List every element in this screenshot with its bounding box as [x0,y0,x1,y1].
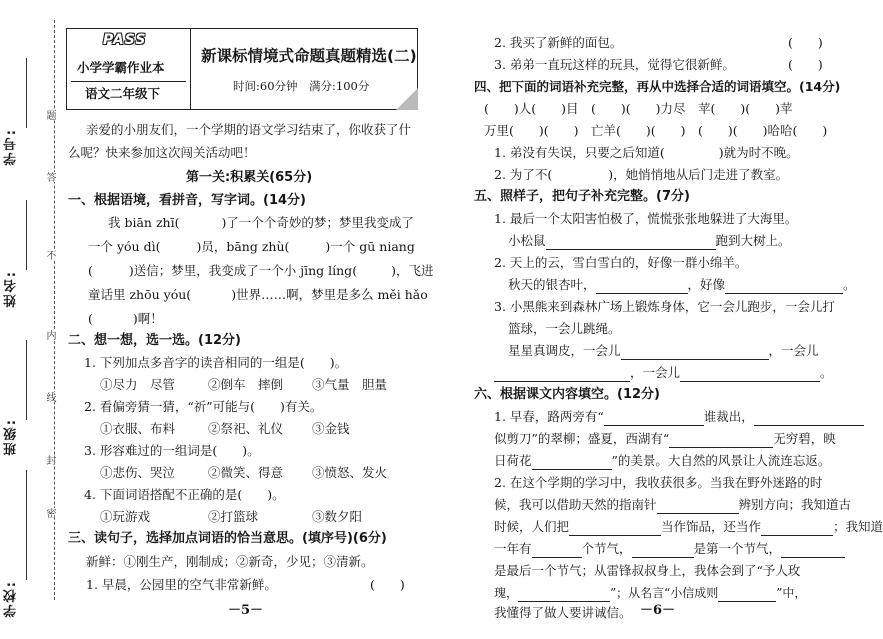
q2-item-1-option[interactable]: ②倒车 摔倒 [208,377,284,392]
q2-item-4-option[interactable]: ①玩游戏 [100,509,151,524]
q2-item-2-option[interactable]: ①衣服、布料 [100,421,176,436]
q6-item-1-cont [494,430,836,448]
school-label: 学校: [4,580,19,618]
student-id-line [26,58,27,128]
worksheet-header [66,28,418,110]
q6-text: ”中， [776,586,807,600]
answer-line[interactable] [569,522,661,536]
q2-item-2: 2. 看偏旁猜一猜，“祈”可能与( )有关。 [84,399,323,414]
q1-text: )，飞进 [391,263,434,278]
q2-item-4: 4. 下面词语搭配不正确的是( )。 [84,487,285,502]
student-id-label: 学号: [4,128,19,166]
exam-meta: 时间:60分钟 满分:100分 [233,79,370,93]
answer-line[interactable] [621,346,769,360]
q6-item-2-line-5: 是最后一个节气；从雷锋叔叔身上，我体会到了“予人玫 [494,563,801,578]
q1-text: )了一个个奇妙的梦；梦里我变成了 [221,215,414,230]
q6-item-1-end [494,452,830,470]
q1-text: )送信；梦里，我变成了一个小 jīng líng( [128,263,358,278]
question-5-title: 五、照样子，把句子补充完整。(7分) [474,189,690,204]
answer-line[interactable] [761,522,833,536]
q1-text: 一个 yóu dì( [88,239,161,254]
page-number-right: －6－ [640,603,676,618]
answer-line[interactable] [546,236,716,250]
q5-example-1: 1. 最后一个太阳害怕极了，慌慌张张地躲进了大海里。 [494,211,798,226]
q2-item-1: 1. 下列加点多音字的读音相同的一组是( )。 [84,355,348,370]
q6-text: 是第一个节气， [693,541,782,556]
q4-words-row-2[interactable]: 万里( )( ) 亡羊( )( ) ( )( )哈哈( ) [484,123,828,138]
q5-answer-3 [508,342,819,360]
q6-text: ”；从名言“小信成则 [610,586,719,600]
answer-line[interactable] [669,434,773,448]
q1-text: 童话里 zhōu yóu( [88,287,192,302]
q3-item-1: 1. 早晨，公园里的空气非常新鲜。 [86,577,277,592]
pass-logo: PASS [103,32,147,48]
page-number-left: －5－ [228,603,264,618]
answer-line[interactable] [680,368,820,382]
name-label: 姓名: [4,270,19,308]
cut-char: 答 [44,172,55,182]
answer-line[interactable] [632,544,694,558]
q6-text: 一年有 [494,541,532,556]
answer-line[interactable] [494,368,630,382]
q1-text: 我 biān zhī( [108,215,180,230]
q4-text: )，她悄悄地从后门走进了教室。 [608,167,789,182]
q3-definitions: 新鲜：①刚生产，刚制成；②新奇，少见；③清新。 [86,554,374,569]
q5-text: 跑到大树上。 [715,233,791,248]
q6-text: 瑰， [494,586,519,600]
q5-answer-3-cont [494,364,833,382]
q6-text: 候，我可以借助天然的指南针 [494,497,657,512]
question-4-title: 四、把下面的词语补充完整，再从中选择合适的词语填空。(14分) [474,79,841,94]
answer-line[interactable] [532,544,582,558]
q2-item-1-option[interactable]: ③气量 胆量 [312,377,388,392]
q2-item-4-option[interactable]: ②打篮球 [208,509,259,524]
q4-text: 2. 为了不( [494,167,553,182]
q5-text: 。 [820,365,833,380]
question-1-title: 一、根据语境，看拼音，写字词。(14分) [68,193,306,208]
q6-item-2: 2. 在这个学期的学习中，我收获很多。当我在野外迷路的时 [494,475,823,490]
part-1-title: 第一关:积累关(65分) [186,170,313,185]
answer-line[interactable] [781,544,845,558]
q1-line-2 [88,238,415,256]
answer-line[interactable] [518,588,610,602]
q6-text: 日荷花 [494,453,532,468]
q6-text: 无穷碧，映 [773,431,836,446]
q4-words-row-1[interactable]: ( )人( )目 ( )( )力尽 苹( )( )苹 [484,101,793,116]
grade-label: 语文二年级下 [85,86,161,101]
q3-item-3: 3. 弟弟一直玩这样的玩具，觉得它很新鲜。 [494,57,735,72]
q1-text: )员，bāng zhù( [196,239,290,254]
cut-char: 内 [44,330,55,340]
answer-line[interactable] [718,588,776,602]
q5-example-2: 2. 天上的云，雪白雪白的，好像一群小绵羊。 [494,255,748,270]
q6-text: 谁裁出， [703,409,754,424]
q3-item-1-answer[interactable]: ( ) [370,577,405,592]
q1-text: )一个 gū niang [325,239,415,254]
school-line [26,470,27,580]
class-line [26,340,27,420]
q3-item-3-answer[interactable]: ( ) [788,57,823,72]
q6-text: 当作饰品，还当作 [661,519,762,534]
answer-line[interactable] [725,280,843,294]
q1-text: )世界……啊，梦里是多么 měi hǎo [231,287,428,302]
series-box [66,28,190,110]
answer-line[interactable] [532,456,612,470]
q6-item-2-line-4 [494,540,845,558]
cut-char: 封 [44,455,55,465]
q5-text: ，一会儿 [630,365,681,380]
intro-line-2: 么呢？快来参加这次闯关活动吧！ [68,145,256,160]
answer-line[interactable] [604,412,704,426]
q1-text: )啊！ [132,311,163,326]
q4-sentence-1 [494,144,799,162]
q2-item-1-option[interactable]: ①尽力 尽管 [100,377,176,392]
q5-text: 秋天的银杏叶， [508,277,596,292]
answer-line[interactable] [596,280,688,294]
q2-item-3: 3. 形容难过的一组词是( )。 [84,443,260,458]
q6-text: ；我知道 [833,519,883,534]
q5-example-3: 3. 小黑熊来到森林广场上锻炼身体，它一会儿跑步，一会儿打 [494,299,835,314]
q1-line-3 [88,262,433,280]
q1-line-4 [88,286,428,304]
q6-text: ”的美景。大自然的风景让人流连忘返。 [611,453,831,468]
intro-line-1: 亲爱的小朋友们，一个学期的语文学习结束了，你收获了什 [86,122,412,137]
q5-text: ，一会儿 [768,343,819,358]
q5-answer-1 [508,232,791,250]
question-3-title: 三、读句子，选择加点词语的恰当意思。(填序号)(6分) [68,531,387,546]
q6-item-1 [494,408,864,426]
q1-text: ( [88,311,93,326]
series-name: 小学学霸作业本 [77,60,165,75]
q5-text: ，好像 [687,277,726,292]
q2-item-3-option[interactable]: ②微笑、得意 [208,465,284,480]
cut-char: 密 [44,508,55,518]
q2-item-4-option[interactable]: ③数夕阳 [312,509,363,524]
answer-line[interactable] [657,500,739,514]
q5-example-3-cont: 篮球，一会儿跳绳。 [508,321,621,336]
q2-item-3-option[interactable]: ①悲伤、哭泣 [100,465,176,480]
q4-text: )就为时不晚。 [718,145,799,160]
answer-line[interactable] [754,412,864,426]
name-line [26,200,27,270]
q6-text: 似剪刀”的翠柳；盛夏，西湖有“ [494,431,670,446]
cut-char: 题 [44,110,55,120]
q5-text: 小松鼠 [508,233,546,248]
page-title: 新课标情境式命题真题精选(二) [201,47,417,65]
q5-text: 星星真调皮，一会儿 [508,343,621,358]
q5-answer-2 [508,276,856,294]
q4-sentence-2 [494,166,788,184]
q3-item-2-answer[interactable]: ( ) [788,35,823,50]
question-2-title: 二、想一想，选一选。(12分) [68,333,241,348]
q6-item-2-line-7: 我懂得了做人要讲诚信。 [494,605,632,620]
q6-text: 辨别方向；我知道古 [738,497,852,512]
q2-item-2-option[interactable]: ②祭祀、礼仪 [208,421,284,436]
q6-item-2-line-6 [494,584,806,602]
q5-text: 。 [843,277,856,292]
page-curl [396,88,418,110]
question-6-title: 六、根据课文内容填空。(12分) [474,387,660,402]
q2-item-2-option[interactable]: ③金钱 [312,421,350,436]
class-label: 班级: [4,418,19,456]
q1-line-1 [108,214,414,232]
q6-text: 个节气， [581,541,632,556]
q1-text: ( [88,263,93,278]
q2-item-3-option[interactable]: ③愤怒、发火 [312,465,388,480]
cut-char: 不 [44,250,55,260]
cut-char: 线 [44,392,55,402]
q6-text: 1. 早春，路两旁有“ [494,409,604,424]
q6-item-2-line-3 [494,518,883,536]
q3-item-2: 2. 我买了新鲜的面包。 [494,35,623,50]
q6-item-2-line-2 [494,496,851,514]
title-box [190,28,418,110]
q4-text: 1. 弟没有失误，只要之后知道( [494,145,665,160]
q6-text: 时候，人们把 [494,519,570,534]
q1-line-5 [88,310,163,328]
